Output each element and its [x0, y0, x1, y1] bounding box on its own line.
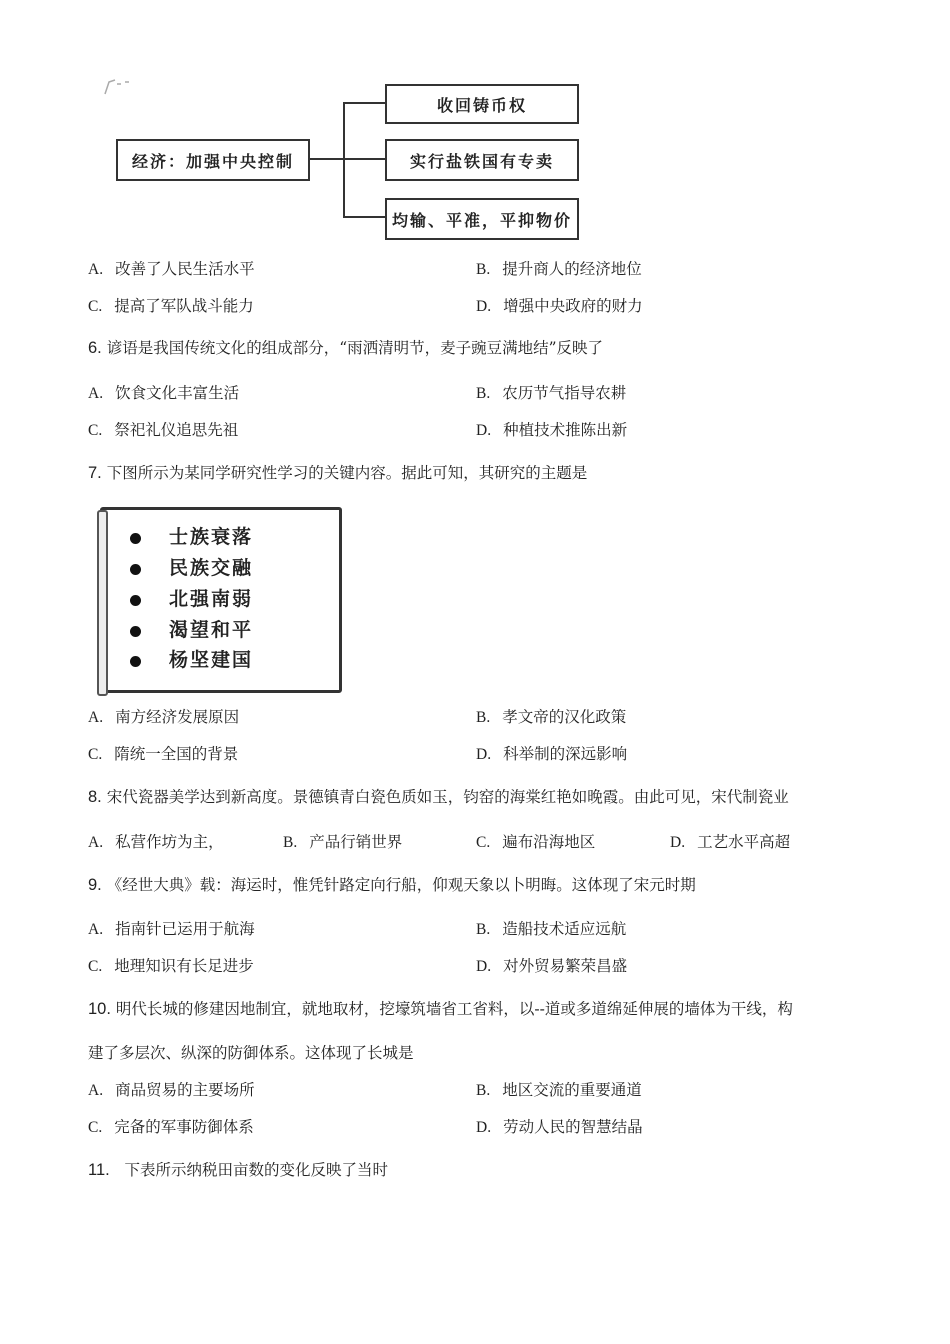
q7-option-d[interactable]: [476, 742, 627, 764]
option-letter: B.: [476, 1082, 491, 1099]
question-number: 9.: [88, 876, 102, 894]
q6-option-b[interactable]: [476, 381, 626, 403]
option-letter: B.: [476, 385, 491, 402]
scroll-item-text: 杨坚建国: [169, 649, 254, 671]
q8-option-c[interactable]: [476, 830, 595, 852]
scroll-item-text: 士族衰落: [169, 526, 254, 548]
diagram-branch-3: 均输、平准，平抑物价: [385, 198, 579, 240]
bullet-icon: [130, 595, 141, 606]
question-number: 8.: [88, 788, 102, 806]
option-letter: D.: [476, 958, 492, 975]
scroll-item-text: 民族交融: [169, 557, 254, 579]
option-text: 种植技术推陈出新: [503, 421, 628, 439]
option-letter: A.: [88, 1082, 104, 1099]
scan-mark: [103, 78, 143, 96]
option-letter: A.: [88, 709, 104, 726]
option-letter: D.: [476, 746, 492, 763]
q10-option-a[interactable]: [88, 1078, 255, 1100]
q10-option-c[interactable]: [88, 1115, 254, 1137]
q10-option-d[interactable]: [476, 1115, 643, 1137]
option-text: 造船技术适应远航: [502, 920, 627, 938]
option-letter: B.: [476, 261, 491, 278]
option-letter: D.: [476, 422, 492, 439]
option-text: 商品贸易的主要场所: [115, 1081, 255, 1099]
q6-option-c[interactable]: [88, 418, 238, 440]
option-letter: A.: [88, 921, 104, 938]
bullet-icon: [130, 564, 141, 575]
q5-option-b[interactable]: [476, 257, 642, 279]
option-text: 产品行销世界: [309, 833, 403, 851]
q6-stem: [88, 336, 603, 358]
option-letter: A.: [88, 834, 104, 851]
option-text: 农历节气指导农耕: [502, 384, 627, 402]
option-letter: B.: [283, 834, 298, 851]
q8-option-b[interactable]: [283, 830, 402, 852]
q9-option-b[interactable]: [476, 917, 626, 939]
diagram-connector-2: [343, 158, 385, 160]
q7-option-a[interactable]: [88, 705, 239, 727]
option-letter: A.: [88, 385, 104, 402]
question-number: 11.: [88, 1161, 110, 1179]
option-text: 改善了人民生活水平: [115, 260, 255, 278]
option-letter: A.: [88, 261, 104, 278]
question-text: 下表所示纳税田亩数的变化反映了当时: [124, 1161, 389, 1179]
scroll-item-text: 北强南弱: [169, 588, 254, 610]
option-text: 提高了军队战斗能力: [114, 297, 254, 315]
q5-option-a[interactable]: [88, 257, 255, 279]
option-text: 隋统一全国的背景: [114, 745, 239, 763]
q6-option-a[interactable]: [88, 381, 239, 403]
option-letter: C.: [88, 746, 103, 763]
option-text: 饮食文化丰富生活: [115, 384, 240, 402]
question-text: 谚语是我国传统文化的组成部分，“雨洒清明节，麦子豌豆满地结”反映了: [106, 339, 604, 357]
q11-stem: [88, 1158, 388, 1180]
question-text: 《经世大典》载：海运时，惟凭针路定向行船，仰观天象以卜明晦。这体现了宋元时期: [106, 876, 696, 894]
scroll-item: [130, 645, 253, 672]
question-text: 宋代瓷器美学达到新高度。景德镇青白瓷色质如玉，钧窑的海棠红艳如晚霞。由此可见，宋代制瓷业: [106, 788, 789, 806]
q9-option-a[interactable]: [88, 917, 255, 939]
q9-stem: [88, 873, 696, 895]
diagram-connector-3: [343, 216, 385, 218]
option-letter: C.: [88, 1119, 103, 1136]
bullet-icon: [130, 533, 141, 544]
diagram-connector-h: [308, 158, 344, 160]
scroll-rod: [97, 510, 108, 696]
diagram-connector-1: [343, 102, 385, 104]
q5-option-c[interactable]: [88, 294, 254, 316]
question-number: 10.: [88, 1000, 111, 1018]
q7-option-c[interactable]: [88, 742, 238, 764]
option-letter: C.: [88, 958, 103, 975]
option-text: 私营作坊为主，: [115, 833, 224, 851]
diagram-branch-2: 实行盐铁国有专卖: [385, 139, 579, 181]
option-text: 科举制的深远影响: [503, 745, 628, 763]
option-text: 对外贸易繁荣昌盛: [503, 957, 628, 975]
q8-option-a[interactable]: [88, 830, 224, 852]
q9-option-c[interactable]: [88, 954, 254, 976]
question-text: 明代长城的修建因地制宜，就地取材，挖壕筑墙省工省料，以--道或多道绵延伸展的墙体为干线，构: [115, 1000, 793, 1018]
option-letter: D.: [670, 834, 686, 851]
scan-mark-glyph: [103, 78, 143, 96]
question-number: 6.: [88, 339, 102, 357]
option-text: 劳动人民的智慧结晶: [503, 1118, 643, 1136]
q8-option-d[interactable]: [670, 830, 790, 852]
option-text: 指南针已运用于航海: [115, 920, 255, 938]
question-text: 下图所示为某同学研究性学习的关键内容。据此可知，其研究的主题是: [106, 464, 588, 482]
bullet-icon: [130, 626, 141, 637]
bullet-icon: [130, 656, 141, 667]
q10-stem-line1: [88, 997, 793, 1019]
q8-stem: [88, 785, 789, 807]
q10-stem-line2: 建了多层次、纵深的防御体系。这体现了长城是: [88, 1044, 414, 1062]
scroll-item: [130, 553, 253, 580]
option-text: 完备的军事防御体系: [114, 1118, 254, 1136]
question-number: 7.: [88, 464, 102, 482]
option-text: 遍布沿海地区: [502, 833, 596, 851]
diagram-main-box: 经济：加强中央控制: [116, 139, 310, 181]
option-text: 地区交流的重要通道: [502, 1081, 642, 1099]
diagram-branch-1: 收回铸币权: [385, 84, 579, 124]
option-text: 地理知识有长足进步: [114, 957, 254, 975]
q6-option-d[interactable]: [476, 418, 627, 440]
option-text: 增强中央政府的财力: [503, 297, 643, 315]
scroll-item: [130, 522, 253, 549]
option-letter: D.: [476, 1119, 492, 1136]
q5-option-d[interactable]: [476, 294, 643, 316]
option-text: 工艺水平高超: [697, 833, 791, 851]
option-text: 祭祀礼仪追思先祖: [114, 421, 239, 439]
scroll-item-text: 渴望和平: [169, 619, 254, 641]
q10-option-b[interactable]: [476, 1078, 642, 1100]
q9-option-d[interactable]: [476, 954, 627, 976]
option-letter: D.: [476, 298, 492, 315]
option-text: 南方经济发展原因: [115, 708, 240, 726]
q7-option-b[interactable]: [476, 705, 626, 727]
option-letter: C.: [88, 298, 103, 315]
scroll-item: [130, 584, 253, 611]
scroll-item: [130, 615, 253, 642]
option-letter: B.: [476, 709, 491, 726]
option-letter: C.: [88, 422, 103, 439]
option-letter: C.: [476, 834, 491, 851]
q7-stem: [88, 461, 587, 483]
option-text: 提升商人的经济地位: [502, 260, 642, 278]
option-letter: B.: [476, 921, 491, 938]
option-text: 孝文帝的汉化政策: [502, 708, 627, 726]
